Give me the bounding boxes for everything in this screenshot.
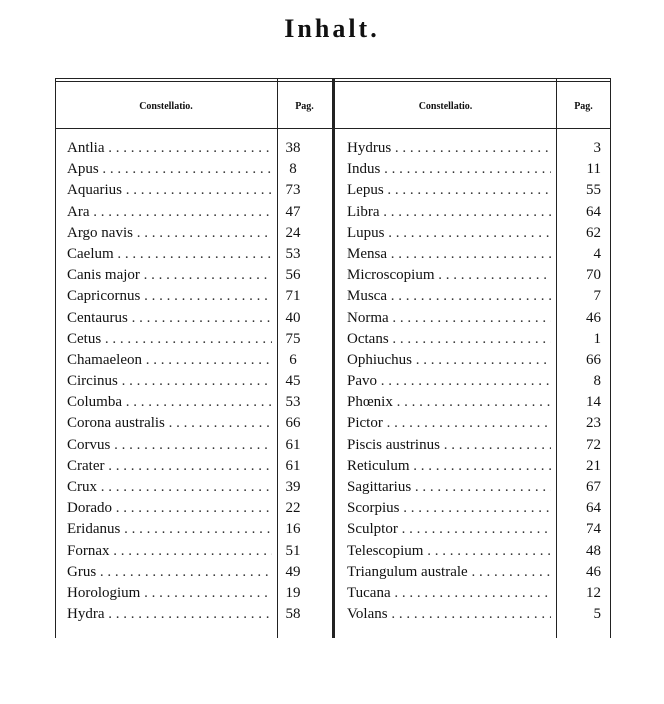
constellation-name: Corona australis . . . — [67, 413, 272, 434]
page-number: 73 — [285, 182, 301, 199]
table-right-border — [610, 78, 611, 638]
page-number: 67 — [586, 479, 601, 495]
constellation-name: Aquarius . . . — [67, 180, 272, 201]
page-number: 48 — [586, 542, 601, 559]
page-number: 6 — [289, 351, 297, 368]
page-number: 11 — [586, 161, 601, 178]
page-number: 61 — [285, 457, 301, 474]
page-number: 70 — [586, 267, 601, 284]
constellation-name: Crater . . . — [67, 456, 272, 477]
table-left-border — [55, 78, 56, 638]
page-number: 46 — [586, 309, 601, 326]
constellation-name: Phœnix . . . — [347, 392, 551, 413]
page-number: 55 — [586, 182, 601, 199]
page-number: 51 — [285, 542, 301, 559]
page-number: 39 — [285, 479, 301, 495]
page-number: 64 — [586, 203, 601, 220]
constellation-name: Libra . . . — [347, 202, 551, 223]
constellation-name: Crux . . . — [67, 477, 272, 498]
constellation-name: Mensa . . . — [347, 244, 551, 265]
left-name-header: Constellatio. — [139, 101, 193, 112]
constellation-name: Grus . . . — [67, 562, 272, 583]
contents-table — [55, 78, 611, 638]
page-number: 62 — [586, 224, 601, 241]
page-number: 74 — [586, 521, 601, 538]
constellation-name: Hydrus . . . — [347, 138, 551, 159]
page-number: 40 — [285, 309, 301, 326]
constellation-name: Apus . . . — [67, 159, 272, 180]
page-number: 1 — [593, 330, 601, 347]
constellation-name: Norma . . . — [347, 308, 551, 329]
constellation-name: Canis major . . . — [67, 265, 272, 286]
constellation-name: Eridanus . . . — [67, 519, 272, 540]
page-number: 66 — [285, 415, 301, 432]
right-page-header: Pag. — [574, 101, 593, 112]
page-number: 45 — [285, 373, 301, 390]
constellation-name: Musca . . . — [347, 286, 551, 307]
page-number: 7 — [593, 288, 601, 305]
page-number: 12 — [586, 584, 601, 601]
constellation-name: Sagittarius . . . — [347, 477, 551, 498]
page-number: 58 — [285, 606, 301, 623]
constellation-name: Antlia . . . — [67, 138, 272, 159]
constellation-name: Dorado . . . — [67, 498, 272, 519]
constellation-name: Fornax . . . — [67, 541, 272, 562]
constellation-name: Cetus . . . — [67, 329, 272, 350]
constellation-name: Ara . . . — [67, 202, 272, 223]
constellation-name: Octans . . . — [347, 329, 551, 350]
left-page-header: Pag. — [295, 101, 314, 112]
page-number: 24 — [285, 224, 301, 241]
constellation-name: Corvus . . . — [67, 435, 272, 456]
page-number: 53 — [285, 394, 301, 411]
constellation-name: Pictor . . . — [347, 413, 551, 434]
page-number: 21 — [586, 457, 601, 474]
page-number: 72 — [586, 436, 601, 453]
constellation-name: Ophiuchus . . . — [347, 350, 551, 371]
page-number: 16 — [285, 521, 301, 538]
page-number: 56 — [285, 267, 301, 284]
constellation-name: Sculptor . . . — [347, 519, 551, 540]
constellation-name: Capricornus . . . — [67, 286, 272, 307]
page-number: 64 — [586, 500, 601, 517]
page-number: 19 — [285, 584, 301, 601]
constellation-name: Columba . . . — [67, 392, 272, 413]
constellation-name: Hydra . . . — [67, 604, 272, 625]
constellation-name: Telescopium . . . — [347, 541, 551, 562]
page-number: 8 — [289, 161, 297, 178]
right-page-separator — [556, 78, 557, 638]
page-number: 61 — [285, 436, 301, 453]
page-title: Inhalt. — [284, 14, 380, 43]
constellation-name: Chamaeleon . . . — [67, 350, 272, 371]
page-number: 5 — [593, 606, 601, 623]
page-number: 66 — [586, 351, 601, 368]
page-number: 47 — [285, 203, 301, 220]
page-number: 8 — [593, 373, 601, 390]
right-name-header: Constellatio. — [418, 101, 473, 112]
constellation-name: Triangulum australe . . . — [347, 562, 551, 583]
page-number: 38 — [285, 140, 301, 156]
constellation-name: Circinus . . . — [67, 371, 272, 392]
page-number: 49 — [285, 563, 301, 580]
constellation-name: Microscopium . . . — [347, 265, 551, 286]
page-number: 22 — [285, 500, 301, 517]
constellation-name: Lupus . . . — [347, 223, 551, 244]
constellation-name: Argo navis . . . — [67, 223, 272, 244]
constellation-name: Volans . . . — [347, 604, 551, 625]
page-number: 46 — [586, 563, 601, 580]
constellation-name: Lepus . . . — [347, 180, 551, 201]
constellation-name: Tucana . . . — [347, 583, 551, 604]
constellation-name: Caelum . . . — [67, 244, 272, 265]
constellation-name: Reticulum . . . — [347, 456, 551, 477]
page-number: 53 — [285, 245, 301, 262]
page-number: 75 — [285, 330, 301, 347]
page-number: 3 — [593, 140, 601, 156]
constellation-name: Scorpius . . . — [347, 498, 551, 519]
constellation-name: Indus . . . — [347, 159, 551, 180]
column-divider — [332, 78, 335, 638]
page-number: 23 — [586, 415, 601, 432]
page-number: 14 — [586, 394, 601, 411]
constellation-name: Horologium . . . — [67, 583, 272, 604]
page-number: 71 — [285, 288, 301, 305]
constellation-name: Centaurus . . . — [67, 308, 272, 329]
page-number: 4 — [593, 245, 601, 262]
constellation-name: Pavo . . . — [347, 371, 551, 392]
constellation-name: Piscis austrinus . . . — [347, 435, 551, 456]
